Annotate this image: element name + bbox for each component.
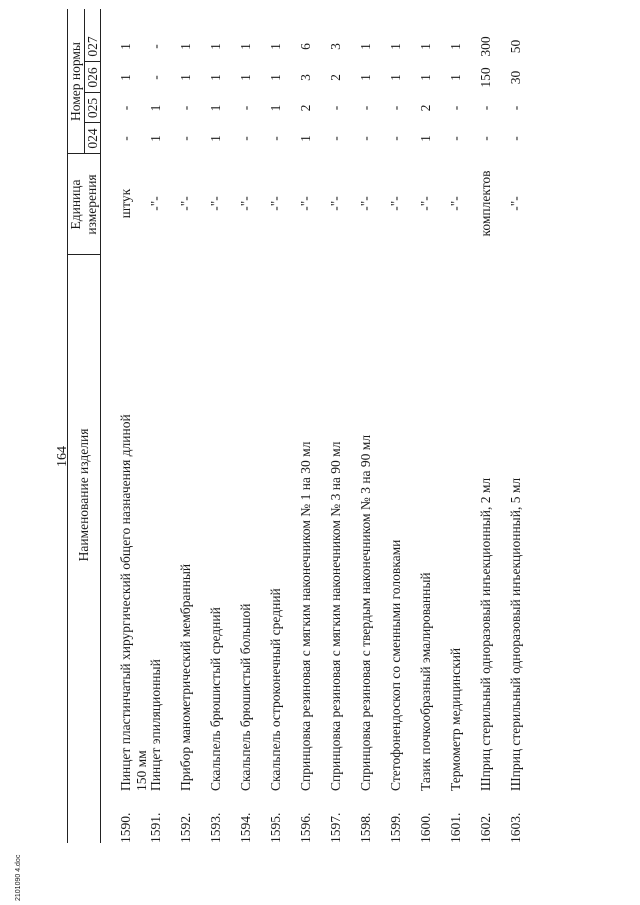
row-name: Шприц стерильный одноразовый инъекционный, 5 мл (508, 477, 523, 791)
row-unit: комплектов (478, 170, 493, 237)
row-name: Прибор манометрический мембранный (178, 563, 193, 791)
row-unit: -"- (268, 196, 283, 211)
row-unit: -"- (238, 196, 253, 211)
row-unit: -"- (178, 196, 193, 211)
row-number: 1592. (178, 812, 193, 843)
row-norm-026: 1 (238, 74, 253, 81)
row-norm-025: - (388, 105, 403, 111)
row-unit: -"- (448, 196, 463, 211)
row-norm-025: - (238, 105, 253, 111)
row-norm-024: - (358, 136, 373, 141)
row-norm-026: 2 (328, 74, 343, 81)
row-norm-026: 1 (208, 74, 223, 81)
row-unit: -"- (358, 196, 373, 211)
row-norm-025: 2 (418, 104, 433, 112)
row-norm-027: 1 (418, 43, 433, 50)
row-number: 1596. (298, 812, 313, 843)
row-number: 1599. (388, 812, 403, 843)
header-unit-line1: Единица (68, 179, 83, 230)
header-name: Наименование изделия (76, 428, 91, 562)
row-norm-025: 1 (208, 104, 223, 112)
row-unit: -"- (388, 196, 403, 211)
row-norm-025: - (328, 105, 343, 111)
row-number: 1601. (448, 812, 463, 843)
row-norm-024: - (328, 136, 343, 141)
row-norm-027: 1 (118, 43, 133, 50)
header-bottom-rule (100, 9, 101, 843)
row-name: Стетофонендоскоп со сменными головками (388, 539, 403, 791)
row-norm-027: 1 (178, 43, 193, 50)
row-norm-024: 1 (208, 135, 223, 142)
row-norm-024: - (448, 136, 463, 141)
row-number: 1603. (508, 812, 523, 843)
row-norm-024: - (178, 136, 193, 141)
header-norm-024: 024 (85, 128, 100, 149)
row-unit: штук (118, 188, 133, 219)
row-norm-026: 30 (508, 70, 523, 85)
row-norm-024: 1 (148, 135, 163, 142)
row-norm-027: 1 (238, 43, 253, 50)
header-norm-025: 025 (85, 97, 100, 119)
row-name: Скальпель остроконечный средний (268, 588, 283, 791)
row-norm-024: - (508, 136, 523, 141)
header-norm-027: 027 (85, 36, 100, 57)
row-name: Спринцовка резиновая с мягким наконечником № 1 на 30 мл (298, 441, 313, 791)
page-number: 164 (55, 446, 70, 467)
row-norm-024: - (388, 136, 403, 141)
row-norm-025: - (508, 105, 523, 111)
row-norm-027: 300 (478, 36, 493, 57)
row-norm-026: 3 (298, 74, 313, 81)
footer-filename: 2101090 4.doc (15, 854, 22, 901)
row-norm-024: - (478, 136, 493, 141)
row-name: Шприц стерильный одноразовый инъекционный, 2 мл (478, 477, 493, 791)
row-norm-026: 1 (268, 74, 283, 81)
row-norm-027: 50 (508, 39, 523, 54)
row-norm-024: 1 (418, 135, 433, 142)
row-norm-024: - (118, 136, 133, 141)
row-number: 1602. (478, 812, 493, 843)
row-name: Скальпель брюшистый большой (238, 603, 253, 791)
row-number: 1600. (418, 812, 433, 843)
row-norm-027: 6 (298, 43, 313, 50)
row-norm-027: 3 (328, 43, 343, 50)
row-norm-025: 1 (268, 104, 283, 112)
row-norm-026: - (148, 75, 163, 80)
row-norm-025: - (358, 105, 373, 111)
row-name: Тазик почкообразный эмалированный (418, 572, 433, 791)
row-norm-025: - (118, 105, 133, 111)
row-unit: -"- (298, 196, 313, 211)
row-number: 1597. (328, 812, 343, 843)
row-name: Спринцовка резиновая с твердым наконечником № 3 на 90 мл (358, 434, 373, 791)
row-norm-026: 150 (478, 67, 493, 88)
row-unit: -"- (148, 196, 163, 211)
row-norm-024: - (268, 136, 283, 141)
row-number: 1598. (358, 812, 373, 843)
row-norm-024: 1 (298, 135, 313, 142)
row-norm-026: 1 (178, 74, 193, 81)
row-norm-025: - (448, 105, 463, 111)
row-norm-026: 1 (388, 74, 403, 81)
row-norm-025: 2 (298, 104, 313, 112)
row-number: 1591. (148, 812, 163, 843)
header-unit-line2: измерения (84, 174, 99, 235)
row-norm-027: - (148, 44, 163, 49)
row-unit: -"- (328, 196, 343, 211)
row-norm-027: 1 (448, 43, 463, 50)
row-name-cont: 150 мм (134, 750, 149, 791)
row-name: Пинцет эпиляционный (148, 659, 163, 791)
row-norm-026: 1 (118, 74, 133, 81)
row-norm-027: 1 (208, 43, 223, 50)
row-number: 1594. (238, 812, 253, 843)
row-norm-025: - (178, 105, 193, 111)
row-name: Термометр медицинский (448, 647, 463, 791)
row-norm-026: 1 (358, 74, 373, 81)
row-norm-024: - (238, 136, 253, 141)
row-norm-026: 1 (418, 74, 433, 81)
header-norm-026: 026 (85, 67, 100, 88)
row-number: 1593. (208, 812, 223, 843)
row-unit: -"- (418, 196, 433, 211)
row-name: Скальпель брюшистый средний (208, 607, 223, 791)
row-norm-027: 1 (358, 43, 373, 50)
row-unit: -"- (208, 196, 223, 211)
row-norm-025: - (478, 105, 493, 111)
row-unit: -"- (508, 196, 523, 211)
row-name: Спринцовка резиновая с мягким наконечником № 3 на 90 мл (328, 441, 343, 791)
row-norm-027: 1 (388, 43, 403, 50)
row-norm-027: 1 (268, 43, 283, 50)
row-number: 1590. (118, 812, 133, 843)
header-norm-group: Номер нормы (68, 41, 83, 122)
row-norm-026: 1 (448, 74, 463, 81)
row-norm-025: 1 (148, 104, 163, 112)
row-number: 1595. (268, 812, 283, 843)
row-name: Пинцет пластинчатый хирургический общего назначения длиной (118, 414, 133, 791)
